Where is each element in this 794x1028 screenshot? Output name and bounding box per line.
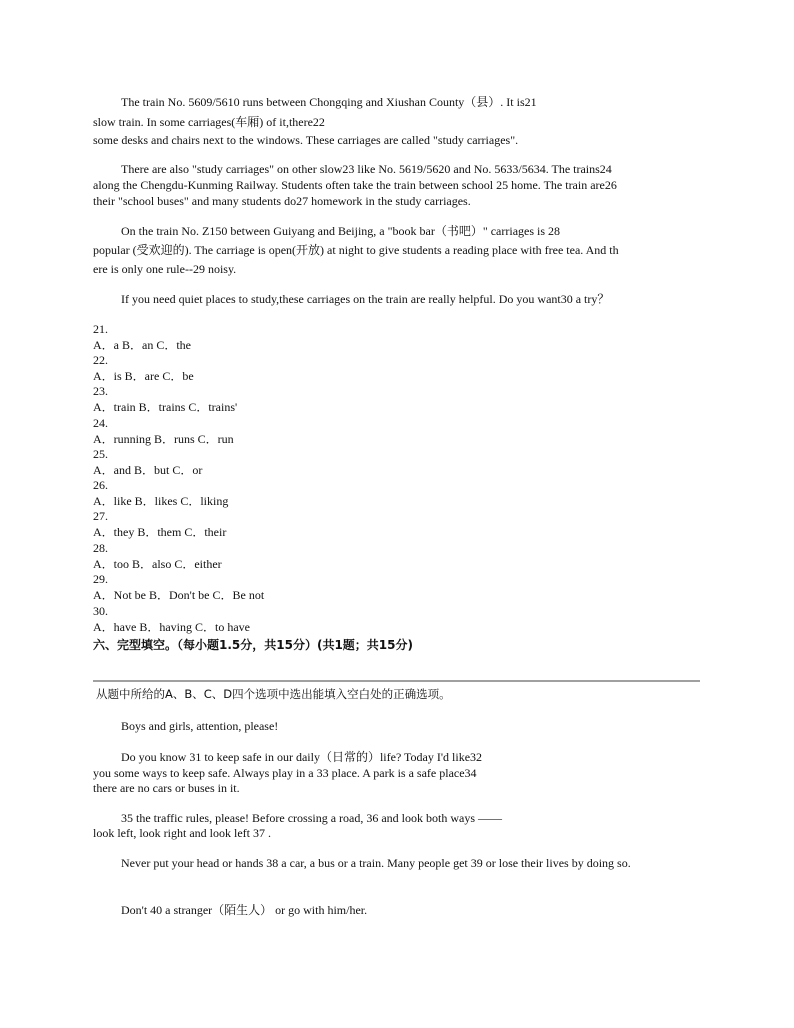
question-options: A．have B．having C．to have bbox=[93, 620, 250, 634]
passage1-line: along the Chengdu-Kunming Railway. Students often take the train between school 25 home. The train are26 bbox=[93, 178, 617, 192]
question-number: 25. bbox=[93, 447, 108, 461]
question-options: A．they B．them C．their bbox=[93, 525, 227, 539]
question-number: 29. bbox=[93, 572, 108, 586]
question-number: 30. bbox=[93, 604, 108, 618]
question-options: A．Not be B．Don't be C．Be not bbox=[93, 588, 265, 602]
question-number: 26. bbox=[93, 478, 108, 492]
section-title: 六、完型填空。（每小题1.5分，共15分）(共1题；共15分) bbox=[93, 638, 413, 652]
divider bbox=[93, 680, 700, 682]
passage2-line: Never put your head or hands 38 a car, a bus or a train. Many people get 39 or lose their lives by doing so. bbox=[121, 856, 631, 870]
passage2-line: Don't 40 a stranger（陌生人） or go with him/her. bbox=[121, 903, 368, 917]
question-options: A．train B．trains C．trains' bbox=[93, 400, 238, 414]
question-number: 24. bbox=[93, 416, 108, 430]
passage2-line: Do you know 31 to keep safe in our daily（日常的）life? Today I'd like32 bbox=[121, 750, 483, 764]
passage1-line: some desks and chairs next to the windows. These carriages are called "study carriages". bbox=[93, 133, 519, 147]
section-instruction: 从题中所给的A、B、C、D四个选项中选出能填入空白处的正确选项。 bbox=[96, 687, 451, 701]
passage1-line: their "school buses" and many students do27 homework in the study carriages. bbox=[93, 194, 471, 208]
question-options: A．is B．are C．be bbox=[93, 369, 194, 383]
passage2-line: there are no cars or buses in it. bbox=[93, 781, 240, 795]
passage1-line: If you need quiet places to study,these carriages on the train are really helpful. Do you want30 a try？ bbox=[121, 292, 610, 306]
question-options: A．running B．runs C．run bbox=[93, 432, 234, 446]
passage1-line: On the train No. Z150 between Guiyang and Beijing, a "book bar（书吧）" carriages is 28 bbox=[121, 224, 561, 238]
passage2-line: 35 the traffic rules, please! Before crossing a road, 36 and look both ways —— bbox=[121, 811, 503, 825]
passage1-line: The train No. 5609/5610 runs between Chongqing and Xiushan County（县）. It is21 bbox=[121, 95, 537, 109]
question-options: A．and B．but C．or bbox=[93, 463, 203, 477]
question-number: 28. bbox=[93, 541, 108, 555]
question-options: A．a B．an C．the bbox=[93, 338, 191, 352]
passage2-line: look left, look right and look left 37 . bbox=[93, 826, 271, 840]
question-number: 27. bbox=[93, 509, 108, 523]
passage2-line: you some ways to keep safe. Always play in a 33 place. A park is a safe place34 bbox=[93, 766, 477, 780]
question-number: 23. bbox=[93, 384, 108, 398]
question-options: A．like B．likes C．liking bbox=[93, 494, 229, 508]
passage1-line: popular (受欢迎的). The carriage is open(开放) at night to give students a reading place with free tea. And th bbox=[93, 243, 619, 257]
question-options: A．too B．also C．either bbox=[93, 557, 222, 571]
passage1-line: There are also "study carriages" on other slow23 like No. 5619/5620 and No. 5633/5634. The trains24 bbox=[121, 162, 612, 176]
question-number: 21. bbox=[93, 322, 108, 336]
passage1-line: slow train. In some carriages(车厢) of it,there22 bbox=[93, 115, 325, 129]
question-number: 22. bbox=[93, 353, 108, 367]
passage1-line: ere is only one rule--29 noisy. bbox=[93, 262, 237, 276]
passage2-line: Boys and girls, attention, please! bbox=[121, 719, 279, 733]
